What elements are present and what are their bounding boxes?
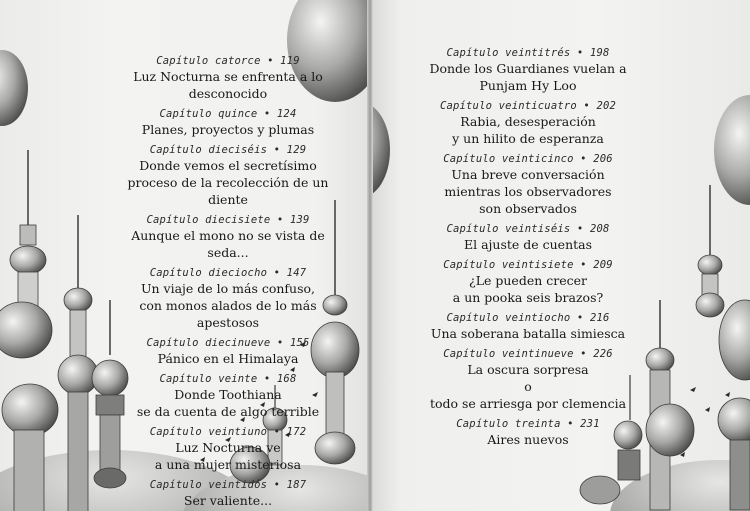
chapter-heading: Capítulo veintisiete • 209 bbox=[443, 259, 613, 271]
toc-left-column bbox=[118, 54, 338, 509]
toc-entry bbox=[118, 425, 338, 473]
chapter-heading: Capítulo catorce • 119 bbox=[156, 55, 300, 67]
chapter-title: Luz Nocturna ve bbox=[175, 440, 281, 455]
chapter-heading: Capítulo veinticinco • 206 bbox=[443, 153, 613, 165]
chapter-heading: Capítulo veinticuatro • 202 bbox=[439, 100, 617, 112]
chapter-title: Un viaje de lo más confuso, bbox=[140, 281, 316, 296]
chapter-heading: Capítulo diecisiete • 139 bbox=[146, 214, 310, 226]
chapter-title: proceso de la recolección de un diente bbox=[127, 175, 329, 207]
toc-entry bbox=[408, 152, 648, 217]
chapter-heading: Capítulo veintinueve • 226 bbox=[443, 348, 613, 360]
toc-entry bbox=[118, 54, 338, 102]
book-gutter bbox=[367, 0, 373, 511]
chapter-heading: Capítulo treinta • 231 bbox=[456, 418, 600, 430]
chapter-title: Rabia, desesperación bbox=[460, 114, 596, 129]
chapter-heading: Capítulo dieciocho • 147 bbox=[149, 267, 307, 279]
chapter-title: se da cuenta de algo terrible bbox=[136, 404, 320, 419]
chapter-heading: Capítulo quince • 124 bbox=[159, 108, 297, 120]
toc-entry bbox=[118, 143, 338, 208]
chapter-title: El ajuste de cuentas bbox=[463, 237, 593, 252]
chapter-title: Ser valiente... bbox=[183, 493, 273, 508]
chapter-title: a un pooka seis brazos? bbox=[452, 290, 604, 305]
left-page bbox=[0, 0, 372, 511]
chapter-title: Una breve conversación bbox=[451, 167, 605, 182]
toc-entry bbox=[408, 222, 648, 253]
chapter-title: y un hilito de esperanza bbox=[452, 131, 604, 146]
chapter-heading: Capítulo veintiocho • 216 bbox=[446, 312, 610, 324]
chapter-title: Donde los Guardianes vuelan a Punjam Hy Loo bbox=[429, 61, 627, 93]
toc-entry bbox=[408, 347, 648, 412]
chapter-heading: Capítulo veintiséis • 208 bbox=[446, 223, 610, 235]
toc-entry bbox=[118, 372, 338, 420]
chapter-title: mientras los observadores bbox=[444, 184, 612, 199]
chapter-title: Luz Nocturna se enfrenta a lo desconocido bbox=[133, 69, 323, 101]
toc-entry bbox=[118, 478, 338, 509]
chapter-title: Aunque el mono no se vista de seda... bbox=[131, 228, 325, 260]
chapter-title: con monos alados de lo más apestosos bbox=[139, 298, 317, 330]
chapter-heading: Capítulo veinte • 168 bbox=[159, 373, 297, 385]
toc-entry bbox=[408, 99, 648, 147]
chapter-title: ¿Le pueden crecer bbox=[469, 273, 587, 288]
chapter-title: todo se arriesga por clemencia bbox=[429, 396, 627, 411]
chapter-title: La oscura sorpresa bbox=[467, 362, 589, 377]
chapter-title: o bbox=[524, 379, 532, 394]
chapter-title: Donde Toothiana bbox=[174, 387, 282, 402]
chapter-heading: Capítulo veintiuno • 172 bbox=[149, 426, 307, 438]
chapter-title: Pánico en el Himalaya bbox=[157, 351, 299, 366]
chapter-heading: Capítulo veintitrés • 198 bbox=[446, 47, 610, 59]
toc-entry bbox=[408, 417, 648, 448]
chapter-title: Una soberana batalla simiesca bbox=[430, 326, 626, 341]
toc-entry bbox=[408, 258, 648, 306]
chapter-title: Planes, proyectos y plumas bbox=[141, 122, 315, 137]
toc-entry bbox=[408, 311, 648, 342]
toc-entry bbox=[118, 266, 338, 331]
chapter-heading: Capítulo dieciséis • 129 bbox=[149, 144, 307, 156]
chapter-heading: Capítulo diecinueve • 155 bbox=[146, 337, 310, 349]
toc-entry bbox=[118, 107, 338, 138]
chapter-title: Donde vemos el secretísimo bbox=[139, 158, 317, 173]
chapter-heading: Capítulo veintidós • 187 bbox=[149, 479, 307, 491]
chapter-title: son observados bbox=[479, 201, 577, 216]
toc-entry bbox=[408, 46, 648, 94]
chapter-title: a una mujer misteriosa bbox=[154, 457, 302, 472]
chapter-title: Aires nuevos bbox=[487, 432, 569, 447]
toc-entry bbox=[118, 336, 338, 367]
toc-right-column bbox=[408, 46, 648, 448]
toc-entry bbox=[118, 213, 338, 261]
